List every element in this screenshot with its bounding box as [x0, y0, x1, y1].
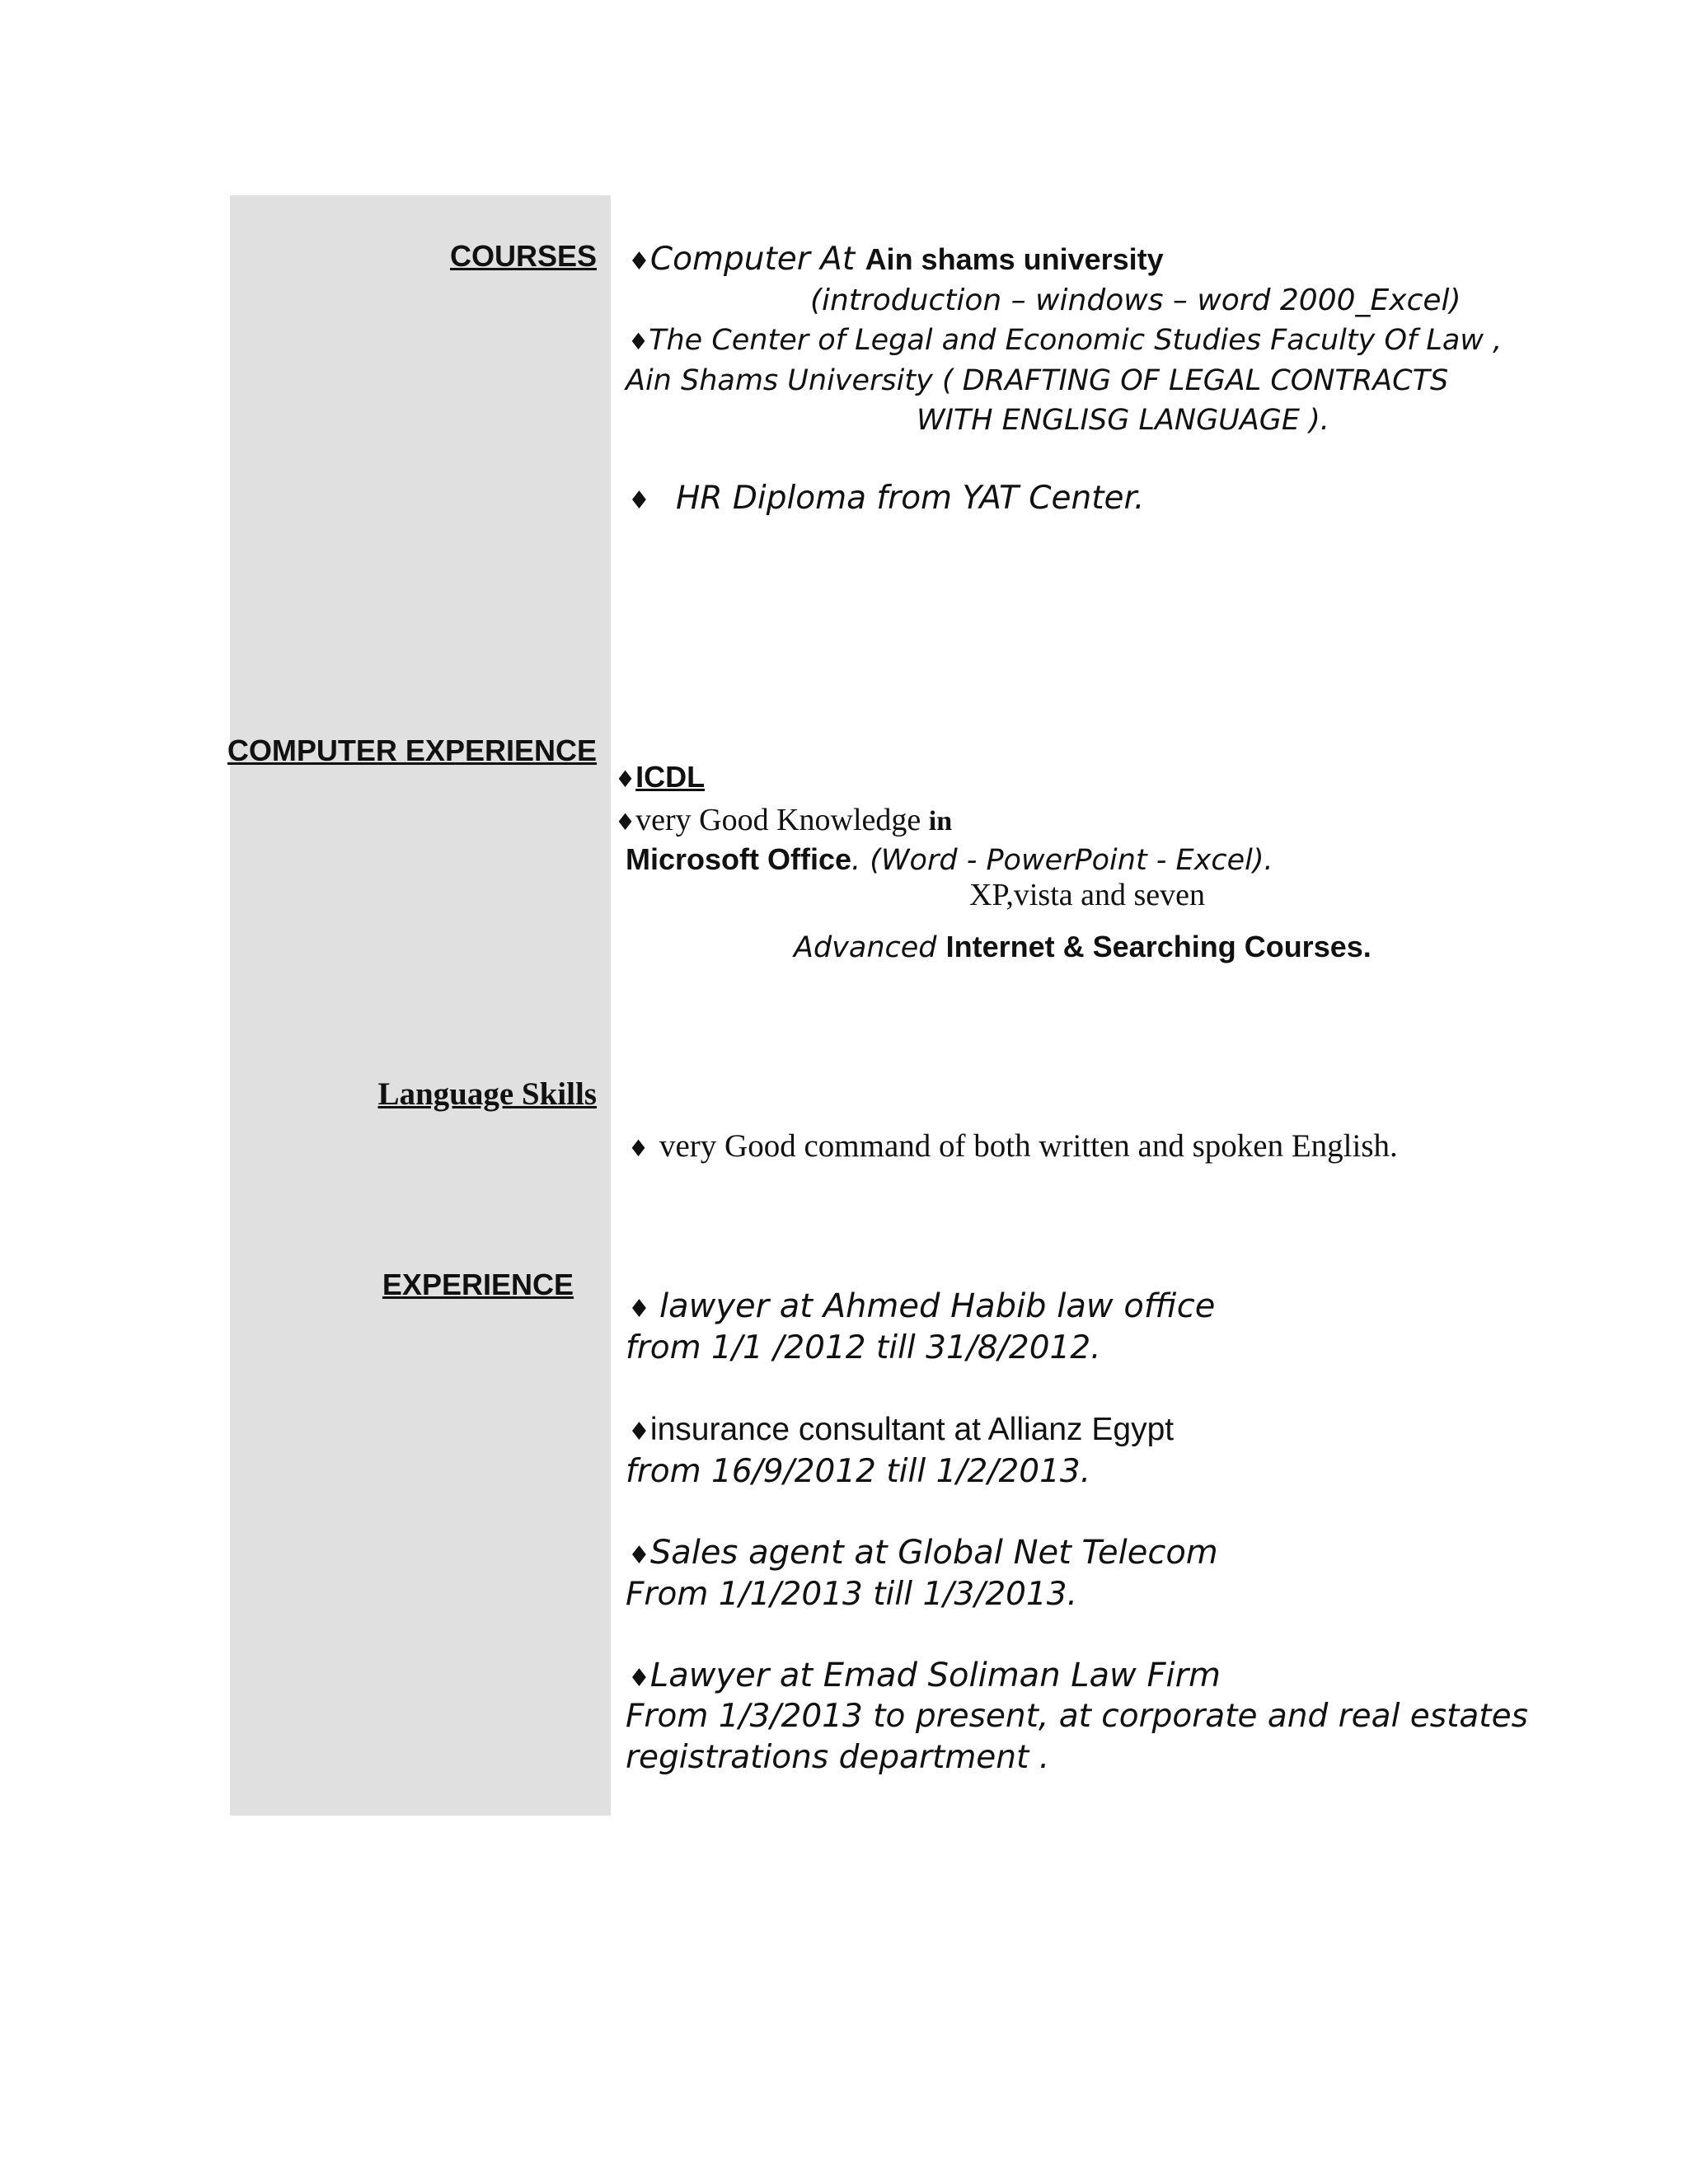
language-skills-heading: Language Skills [377, 1076, 597, 1112]
sidebar-column [230, 195, 611, 1816]
computer-item-office: Microsoft Office. (Word - PowerPoint - Excel). [626, 842, 1273, 877]
diamond-bullet-icon: ♦ [628, 1541, 650, 1570]
course-item-legal-line2: Ain Shams University ( DRAFTING OF LEGAL CONTRACTS [626, 364, 1449, 397]
job-2-dates: from 16/9/2012 till 1/2/2013. [626, 1453, 1091, 1490]
diamond-bullet-icon: ♦ [628, 486, 650, 515]
diamond-bullet-icon: ♦ [628, 1664, 650, 1693]
course-item-legal-line3: WITH ENGLISG LANGUAGE ). [917, 404, 1329, 437]
course-item-hr-diploma: ♦ HR Diploma from YAT Center. [628, 480, 1145, 517]
computer-experience-heading: COMPUTER EXPERIENCE [227, 733, 597, 767]
diamond-bullet-icon: ♦ [615, 808, 636, 836]
job-2-title: ♦insurance consultant at Allianz Egypt [628, 1412, 1175, 1447]
course-item-computer-detail: (introduction – windows – word 2000_Excel) [810, 284, 1461, 317]
diamond-bullet-icon: ♦ [628, 247, 650, 276]
job-1-dates: from 1/1 /2012 till 31/8/2012. [626, 1329, 1101, 1366]
diamond-bullet-icon: ♦ [615, 766, 636, 793]
experience-heading: EXPERIENCE [382, 1268, 574, 1301]
language-item-english: ♦ very Good command of both written and spoken English. [628, 1128, 1398, 1164]
job-3-title: ♦Sales agent at Global Net Telecom [628, 1534, 1218, 1572]
job-4-title: ♦Lawyer at Emad Soliman Law Firm [628, 1657, 1221, 1694]
course-item-legal-line1: ♦The Center of Legal and Economic Studies Faculty Of Law , [628, 324, 1503, 357]
diamond-bullet-icon: ♦ [628, 1135, 649, 1162]
computer-item-os: XP,vista and seven [969, 878, 1206, 912]
job-3-dates: From 1/1/2013 till 1/3/2013. [626, 1576, 1078, 1613]
diamond-bullet-icon: ♦ [628, 328, 649, 355]
computer-item-knowledge: ♦very Good Knowledge in [615, 803, 953, 837]
job-4-line2: From 1/3/2013 to present, at corporate and real estates [626, 1698, 1528, 1735]
computer-item-icdl: ♦ICDL [615, 760, 706, 794]
job-1-title: ♦ lawyer at Ahmed Habib law office [628, 1287, 1216, 1325]
diamond-bullet-icon: ♦ [628, 1295, 650, 1324]
courses-heading: COURSES [449, 239, 597, 273]
course-item-computer: ♦Computer At Ain shams university [628, 241, 1164, 278]
computer-item-advanced: Advanced Internet & Searching Courses. [794, 930, 1372, 964]
diamond-bullet-icon: ♦ [628, 1418, 650, 1446]
job-4-line3: registrations department . [626, 1739, 1050, 1776]
